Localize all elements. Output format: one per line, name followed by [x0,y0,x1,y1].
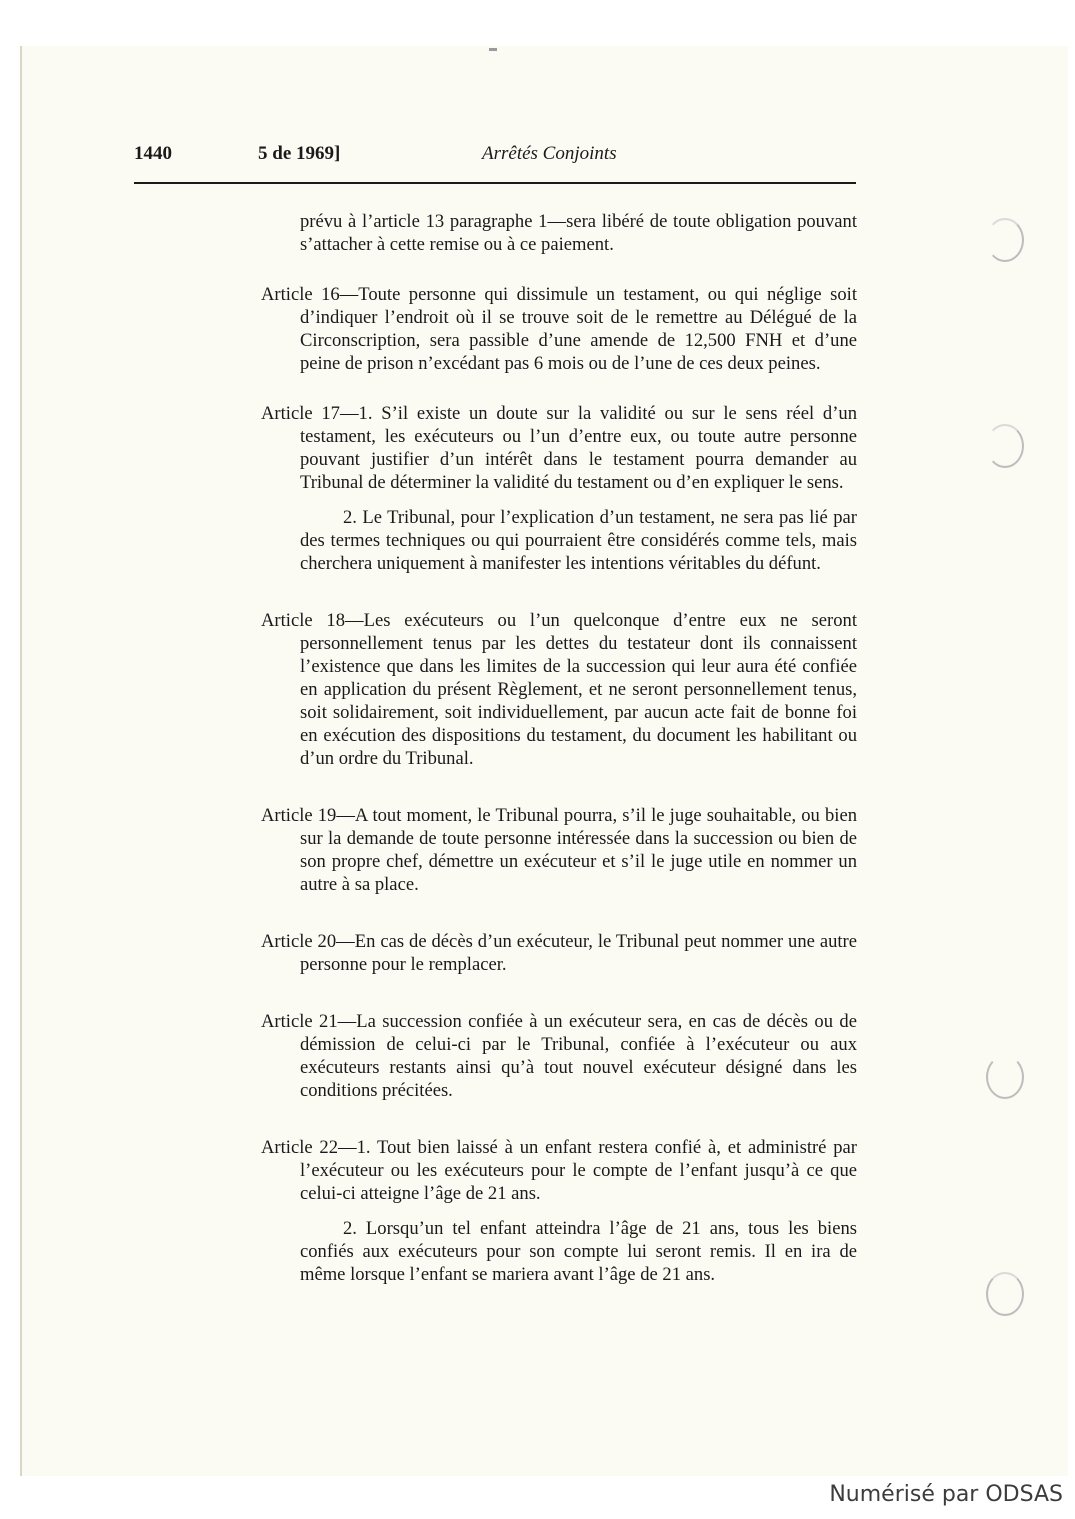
article-22-1: Article 22—1. Tout bien laissé à un enfant restera confié à, et administré par l’exécuteur ou les exécuteurs pour le compte de l’enfant jusqu’à ce que celui-ci atteigne l’âge de 21 ans. [261,1137,857,1204]
page-number: 1440 [134,143,172,164]
paragraph-continuation: prévu à l’article 13 paragraphe 1—sera libéré de toute obligation pouvant s’attacher à cette remise ou à ce paiement. [300,211,857,255]
digitization-watermark: Numérisé par ODSAS [829,1482,1063,1507]
article-22-2: 2. Lorsqu’un tel enfant atteindra l’âge de 21 ans, tous les biens confiés aux exécuteurs pour son compte lui seront remis. Il en ira de même lorsque l’enfant se mariera avant l’âge de 21 ans. [300,1218,857,1285]
article-18: Article 18—Les exécuteurs ou l’un quelconque d’entre eux ne seront personnellement tenus par les dettes du testateur dont ils connaissent l’existence que dans les limites de la succession qui leur aura été confiée en application du présent Règlement, et ne seront personnellement tenus, soit solidairement, soit individuellement, par aucun acte fait de bonne foi en exécution des dispositions du testament, du document les habilitant ou d’un ordre du Tribunal. [261,610,857,769]
article-17-1: Article 17—1. S’il existe un doute sur la validité ou sur le sens réel d’un testament, les exécuteurs ou l’un d’entre eux, ou toute autre personne pouvant justifier d’un intérêt dans le testament pourra demander au Tribunal de déterminer la validité du testament ou d’en expliquer le sens. [261,403,857,493]
page-header [134,143,856,173]
article-16: Article 16—Toute personne qui dissimule un testament, ou qui néglige soit d’indiquer l’endroit où il se trouve soit de le remettre au Délégué de la Circonscription, sera passible d’une amende de 12,500 FNH et d’une peine de prison n’excédant pas 6 mois ou de l’une de ces deux peines. [261,284,857,374]
article-20: Article 20—En cas de décès d’un exécuteur, le Tribunal peut nommer une autre personne pour le remplacer. [261,931,857,975]
page-edge [20,46,22,1476]
punch-hole-3 [986,1055,1024,1099]
article-17-2: 2. Le Tribunal, pour l’explication d’un testament, ne sera pas lié par des termes techniques ou qui pourraient être considérés comme tels, mais cherchera uniquement à manifester les intentions véritables du défunt. [300,507,857,574]
article-21: Article 21—La succession confiée à un exécuteur sera, en cas de décès ou de démission de celui-ci par le Tribunal, confiée à l’exécuteur ou aux exécuteurs restants ainsi qu’à tout nouvel exécuteur désigné dans les conditions précitées. [261,1011,857,1101]
ordinance-reference: 5 de 1969] [258,143,341,164]
punch-hole-1 [986,218,1024,262]
punch-hole-4 [986,1272,1024,1316]
header-rule [134,182,856,184]
article-19: Article 19—A tout moment, le Tribunal pourra, s’il le juge souhaitable, ou bien sur la demande de toute personne intéressée dans la succession ou bien de son propre chef, démettre un exécuteur et s’il le juge utile en nommer un autre à sa place. [261,805,857,895]
scan-mark [489,48,497,51]
punch-hole-2 [986,424,1024,468]
document-body [261,210,857,1286]
running-title: Arrêtés Conjoints [482,143,617,164]
